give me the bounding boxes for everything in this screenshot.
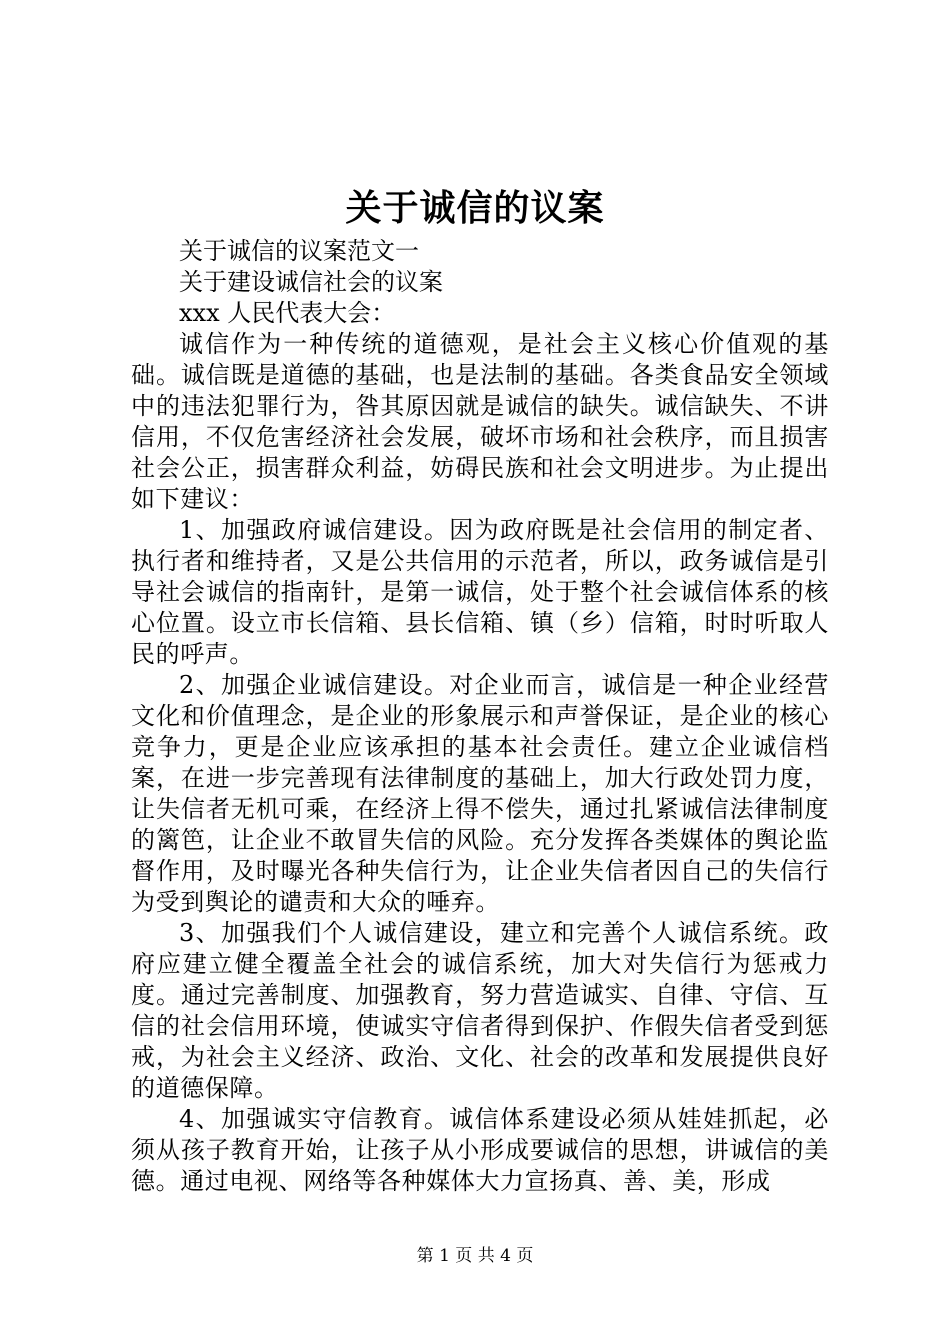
paragraph-integrity-education: 4、加强诚实守信教育。诚信体系建设必须从娃娃抓起，必须从孩子教育开始，让孩子从小形成要诚信的思想，讲诚信的美德。通过电视、网络等各种媒体大力宣扬真、善、美，形成 (131, 1105, 829, 1195)
paragraph-intro: 诚信作为一种传统的道德观，是社会主义核心价值观的基础。诚信既是道德的基础，也是法制的基础。各类食品安全领域中的违法犯罪行为，咎其原因就是诚信的缺失。诚信缺失、不讲信用，不仅危害经济社会发展，破坏市场和社会秩序，而且损害社会公正，损害群众利益，妨碍民族和社会文明进步。为止提出如下建议： (131, 330, 829, 513)
page-footer: 第 1 页 共 4 页 (416, 1246, 534, 1266)
paragraph-personal-integrity: 3、加强我们个人诚信建设，建立和完善个人诚信系统。政府应建立健全覆盖全社会的诚信系统，加大对失信行为惩戒力度。通过完善制度、加强教育，努力营造诚实、自律、守信、互信的社会信用环境，使诚实守信者得到保护、作假失信者受到惩戒，为社会主义经济、政治、文化、社会的改革和发展提供良好的道德保障。 (131, 919, 829, 1102)
paragraph-government-integrity: 1、加强政府诚信建设。因为政府既是社会信用的制定者、执行者和维持者，又是公共信用的示范者，所以，政务诚信是引导社会诚信的指南针，是第一诚信，处于整个社会诚信体系的核心位置。设立市长信箱、县长信箱、镇（乡）信箱，时时听取人民的呼声。 (131, 516, 829, 668)
paragraph-enterprise-integrity: 2、加强企业诚信建设。对企业而言，诚信是一种企业经营文化和价值理念，是企业的形象展示和声誉保证，是企业的核心竞争力，更是企业应该承担的基本社会责任。建立企业诚信档案，在进一步完善现有法律制度的基础上，加大行政处罚力度，让失信者无机可乘，在经济上得不偿失，通过扎紧诚信法律制度的篱笆，让企业不敢冒失信的风险。充分发挥各类媒体的舆论监督作用，及时曝光各种失信行为，让企业失信者因自己的失信行为受到舆论的谴责和大众的唾弃。 (131, 671, 829, 916)
subtitle-sample: 关于诚信的议案范文一 (179, 237, 419, 265)
document-body (131, 236, 829, 1197)
subtitle-proposal: 关于建设诚信社会的议案 (179, 268, 443, 296)
addressee: xxx 人民代表大会： (179, 299, 396, 327)
document-title: 关于诚信的议案 (345, 187, 605, 229)
